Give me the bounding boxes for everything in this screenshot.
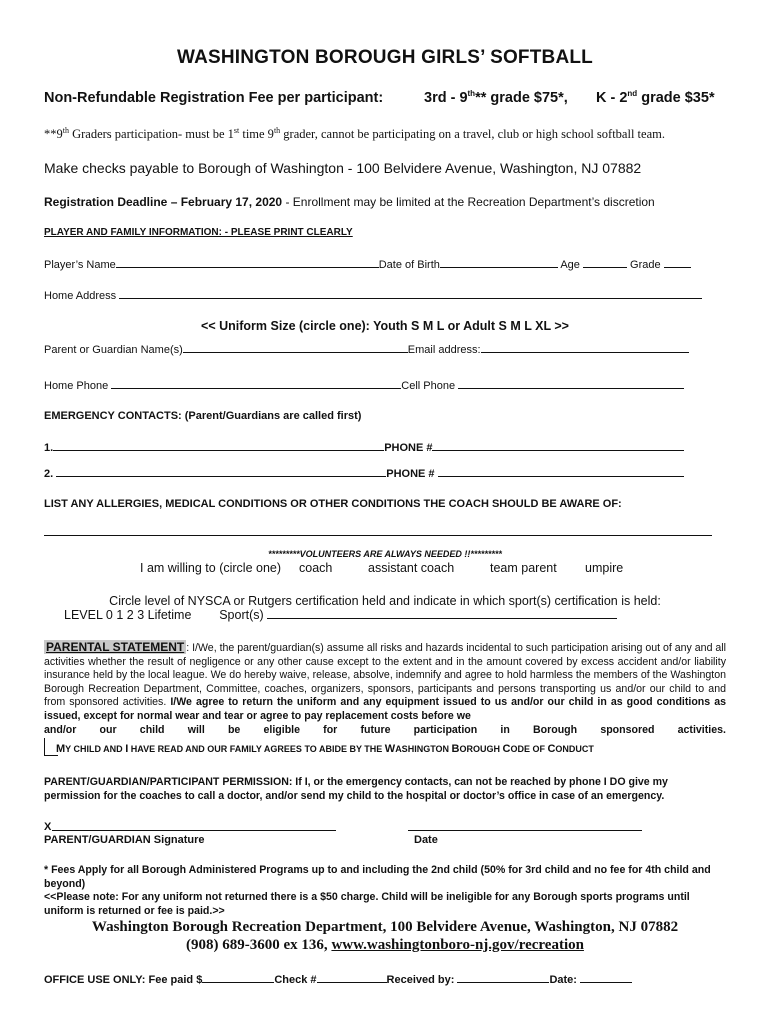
- signature-field[interactable]: [52, 830, 336, 831]
- registration-deadline: Registration Deadline – February 17, 2020 - Enrollment may be limited at the Recreation Department’s discretion: [44, 195, 655, 209]
- certification-level-row: LEVEL 0 1 2 3 Lifetime Sport(s): [64, 608, 617, 622]
- certification-level[interactable]: LEVEL 0 1 2 3 Lifetime: [64, 608, 192, 622]
- date-label: Date: [414, 834, 438, 846]
- parental-statement-heading: PARENTAL STATEMENT: [46, 640, 185, 654]
- grade-field[interactable]: [664, 257, 691, 268]
- certification-instructions: Circle level of NYSCA or Rutgers certification held and indicate in which sport(s) certification is held:: [109, 594, 661, 608]
- fee-paid-field[interactable]: [202, 972, 274, 983]
- parental-last-word: eligible: [263, 723, 300, 736]
- age-field[interactable]: [583, 257, 627, 268]
- parental-last-word: participation: [413, 723, 478, 736]
- signature-label: PARENT/GUARDIAN Signature: [44, 834, 205, 846]
- emergency-1-phone-field[interactable]: [432, 440, 684, 451]
- dob-field[interactable]: [440, 257, 558, 268]
- email-field[interactable]: [481, 342, 689, 353]
- emergency-2-phone-field[interactable]: [438, 466, 684, 477]
- form-title: WASHINGTON BOROUGH GIRLS’ SOFTBALL: [176, 47, 593, 68]
- allergies-field[interactable]: [44, 535, 712, 536]
- emergency-heading: EMERGENCY CONTACTS: (Parent/Guardians are called first): [44, 410, 362, 422]
- player-name-field[interactable]: [116, 257, 379, 268]
- office-use-row: OFFICE USE ONLY: Fee paid $ Check # Received by: Date:: [44, 972, 632, 986]
- emergency-1-name-field[interactable]: [53, 440, 384, 451]
- volunteer-coach[interactable]: coach: [299, 561, 333, 575]
- fee-label: Non-Refundable Registration Fee per participant:: [44, 90, 384, 106]
- website-link[interactable]: www.washingtonboro-nj.gov/recreation: [331, 937, 584, 953]
- date-field[interactable]: [408, 830, 642, 831]
- fees-apply-note: * Fees Apply for all Borough Administered Programs up to and including the 2nd child (50% for 3rd child and no fee for 4th child and beyond): [44, 864, 711, 890]
- fee-grade-k-2: K - 2nd grade $35*: [596, 89, 715, 106]
- sports-field[interactable]: [267, 608, 617, 619]
- office-date-field[interactable]: [580, 972, 632, 983]
- player-info-heading: PLAYER AND FAMILY INFORMATION: - PLEASE PRINT CLEARLY: [44, 227, 353, 238]
- uniform-return-note: <<Please note: For any uniform not returned there is a $50 charge. Child will be ineligible for any Borough sports programs until uniform is returned or fee is paid.>>: [44, 891, 690, 917]
- guardian-row: Parent or Guardian Name(s) Email address:: [44, 342, 689, 356]
- emergency-contact-2: 2. PHONE #: [44, 466, 684, 480]
- fee-line: [44, 90, 744, 108]
- signature-x: X: [44, 821, 52, 833]
- parental-last-word: be: [227, 723, 241, 736]
- emergency-contact-1: 1. PHONE #: [44, 440, 684, 454]
- phone-row: Home Phone Cell Phone: [44, 378, 684, 392]
- parental-last-word: Borough: [533, 723, 578, 736]
- ninth-grade-note: **9th Graders participation- must be 1st time 9th grader, cannot be participating on a travel, club or high school softball team.: [44, 125, 665, 141]
- volunteer-options: [44, 561, 744, 577]
- check-number-field[interactable]: [317, 972, 387, 983]
- fees-notes: [44, 864, 724, 918]
- home-address-field[interactable]: [119, 288, 702, 299]
- department-address: Washington Borough Recreation Department, 100 Belvidere Avenue, Washington, NJ 07882: [91, 919, 679, 935]
- volunteer-assistant-coach[interactable]: assistant coach: [368, 561, 455, 575]
- parental-last-word: activities.: [677, 723, 726, 736]
- parental-statement-last-line: [44, 724, 726, 738]
- permission-statement: PARENT/GUARDIAN/PARTICIPANT PERMISSION: If I, or the emergency contacts, can not be reached by phone I DO give my permission for the coaches to call a doctor, and/or send my child to the hospital or doctor’s office in case of an emergency.: [44, 776, 668, 802]
- address-row: Home Address: [44, 288, 702, 302]
- parental-last-word: future: [360, 723, 391, 736]
- uniform-size[interactable]: << Uniform Size (circle one): Youth S M L or Adult S M L XL >>: [201, 319, 569, 333]
- department-contact: (908) 689-3600 ex 136, www.washingtonboro-nj.gov/recreation: [186, 937, 584, 953]
- parental-last-word: our: [99, 723, 117, 736]
- received-by-field[interactable]: [457, 972, 549, 983]
- guardian-name-field[interactable]: [183, 342, 408, 353]
- volunteer-willing-label: I am willing to (circle one): [140, 561, 282, 575]
- allergies-heading: LIST ANY ALLERGIES, MEDICAL CONDITIONS OR OTHER CONDITIONS THE COACH SHOULD BE AWARE OF:: [44, 498, 622, 510]
- emergency-2-name-field[interactable]: [56, 466, 386, 477]
- parental-last-word: in: [500, 723, 510, 736]
- parental-last-word: child: [139, 723, 165, 736]
- volunteer-umpire[interactable]: umpire: [585, 561, 624, 575]
- parental-last-word: will: [187, 723, 205, 736]
- player-row: Player’s Name Date of Birth Age Grade: [44, 257, 691, 271]
- volunteers-heading: *********VOLUNTEERS ARE ALWAYS NEEDED !!*********: [268, 549, 502, 559]
- fee-grade-3-9: 3rd - 9th** grade $75*,: [424, 89, 568, 106]
- parental-statement: PARENTAL STATEMENT : I/We, the parent/guardian(s) assume all risks and hazards incidental to such participation arising out of any and all activities whether the result of negligence or any other cause except to the extent and in the amount covered by excess accident and/or liability insurance held by the local league. We do hereby waive, release, absolve, indemnify and agree to hold harmless the members of the Washington Borough Recreation Department, Committee, coaches, organizers, sponsors, participants and persons transporting us and/or our child to and from sponsored activities. I/We agree to return the uniform and any equipment issued to us and/or our child in as good conditions as issued, except for normal wear and tear or agree to pay replacement costs before we and/or our child will be eligible for future participation in Borough sponsored activities.: [44, 640, 727, 736]
- parental-last-word: sponsored: [600, 723, 655, 736]
- code-of-conduct-agreement: MY CHILD AND I HAVE READ AND OUR FAMILY AGREES TO ABIDE BY THE WASHINGTON BOROUGH CODE OF CONDUCT: [56, 743, 594, 755]
- checks-payable: Make checks payable to Borough of Washington - 100 Belvidere Avenue, Washington, NJ 07882: [44, 160, 642, 176]
- home-phone-field[interactable]: [111, 378, 401, 389]
- parental-last-word: for: [323, 723, 338, 736]
- volunteer-team-parent[interactable]: team parent: [490, 561, 557, 575]
- cell-phone-field[interactable]: [458, 378, 684, 389]
- parental-last-word: and/or: [44, 723, 77, 736]
